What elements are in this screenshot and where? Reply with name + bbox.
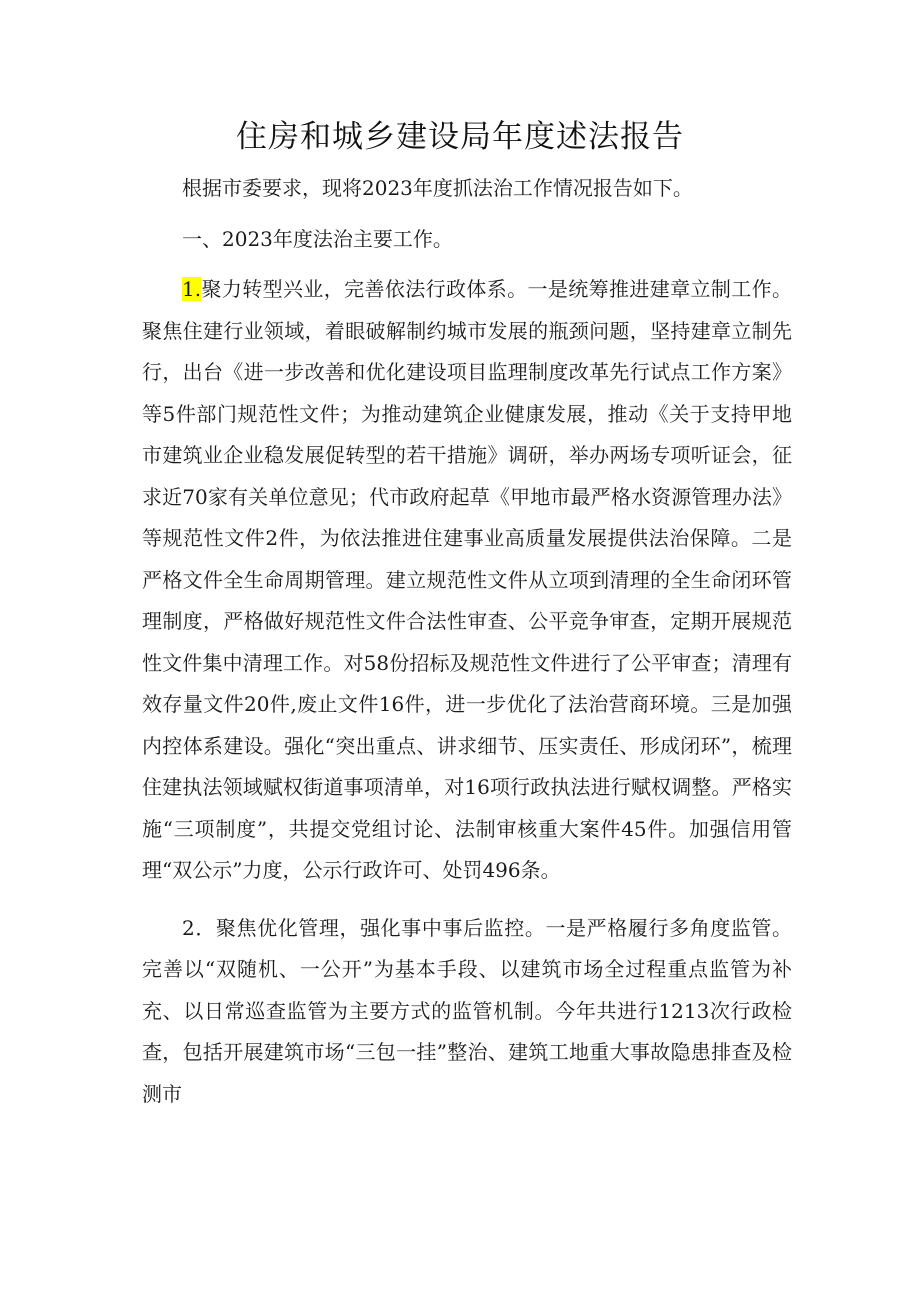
document-body — [142, 168, 792, 1115]
intro-paragraph: 根据市委要求，现将2023年度抓法治工作情况报告如下。 — [182, 176, 693, 200]
item-one-text: 聚力转型兴业，完善依法行政体系。一是统筹推进建章立制工作。聚焦住建行业领域，着眼破解制约城市发展的瓶颈问题，坚持建章立制先行，出台《进一步改善和优化建设项目监理制度改革先行试点工作方案》等5件部门规范性文件；为推动建筑企业健康发展，推动《关于支持甲地市建筑业企业稳发展促转型的若干措施》调研，举办两场专项听证会，征求近70家有关单位意见；代市政府起草《甲地市最严格水资源管理办法》等规范性文件2件，为依法推进住建事业高质量发展提供法治保障。二是严格文件全生命周期管理。建立规范性文件从立项到清理的全生命闭环管理制度，严格做好规范性文件合法性审查、公平竞争审查，定期开展规范性文件集中清理工作。对58份招标及规范性文件进行了公平审查；清理有效存量文件20件,废止文件16件，进一步优化了法治营商环境。三是加强内控体系建设。强化“突出重点、讲求细节、压实责任、形成闭环”，梳理住建执法领域赋权街道事项清单，对16项行政执法进行赋权调整。严格实施“三项制度”，共提交党组讨论、法制审核重大案件45件。加强信用管理“双公示”力度，公示行政许可、处罚496条。 — [142, 277, 792, 882]
highlighted-item-number: 1. — [182, 277, 202, 301]
page-title: 住房和城乡建设局年度述法报告 — [236, 119, 684, 155]
item-two-paragraph: 2．聚焦优化管理，强化事中事后监控。一是严格履行多角度监管。完善以“双随机、一公开”为基本手段、以建筑市场全过程重点监管为补充、以日常巡查监管为主要方式的监管机制。今年共进行1213次行政检查，包括开展建筑市场“三包一挂”整治、建筑工地重大事故隐患排查及检测市 — [142, 915, 792, 1106]
section-heading: 一、2023年度法治主要工作。 — [182, 226, 453, 251]
item-one-paragraph — [142, 269, 792, 892]
